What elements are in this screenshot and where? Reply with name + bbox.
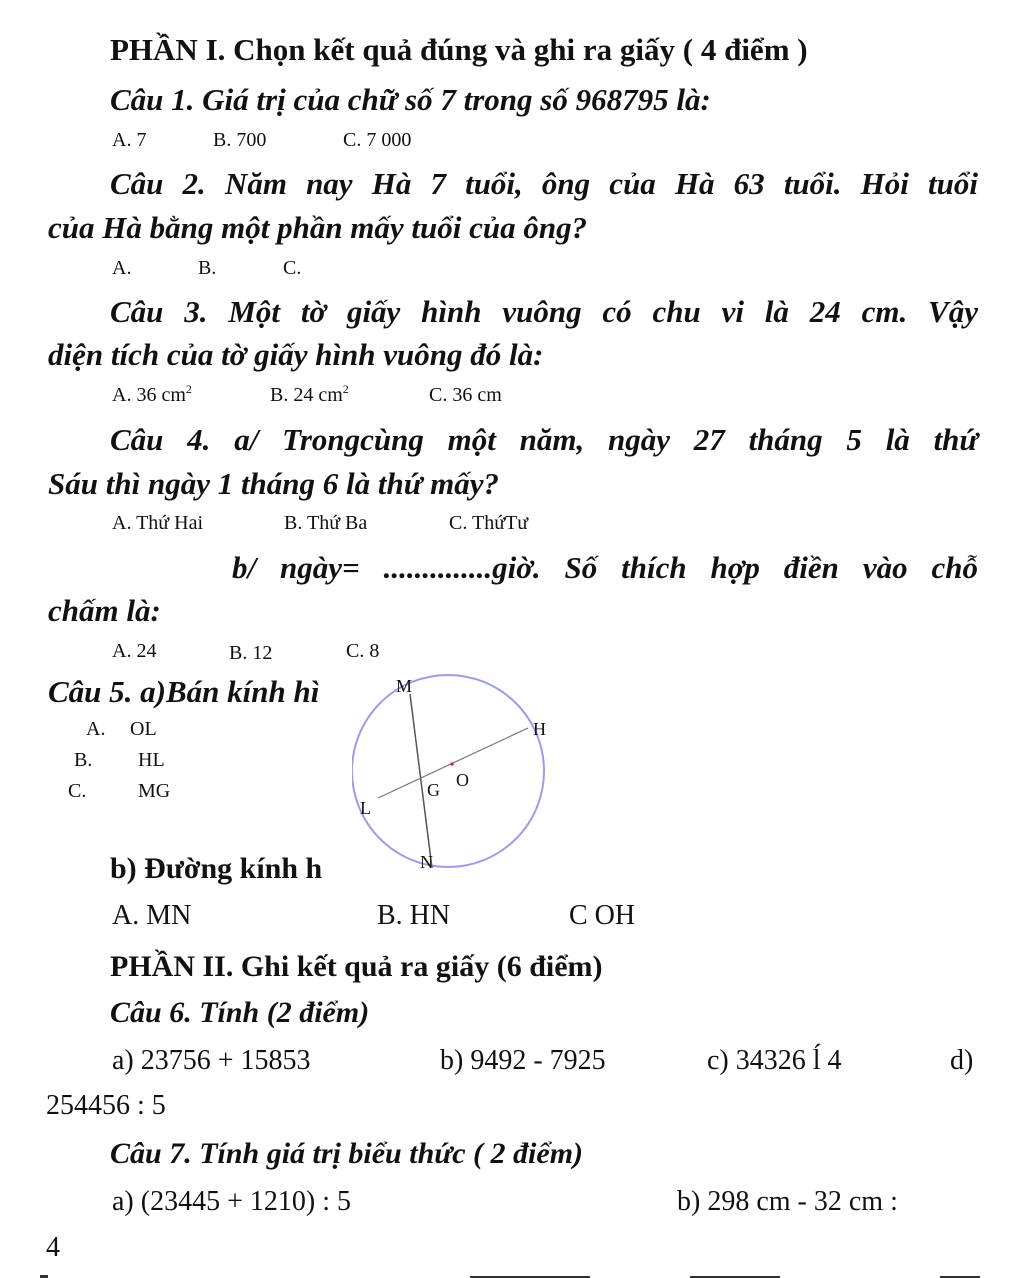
q5a-option-a-letter: A. [86, 718, 106, 740]
q4b-option-b: B. 12 [229, 642, 273, 664]
cut-off-text-line [0, 1268, 1024, 1278]
q5b-option-b: B. HN [377, 900, 451, 931]
q6-d-cont: 254456 : 5 [46, 1090, 166, 1121]
center-dot [450, 762, 454, 766]
q3-option-c: C. 36 cm [429, 384, 502, 406]
label-n: N [420, 852, 433, 872]
q3-line1: Câu 3. Một tờ giấy hình vuông có chu vi là 24 cm. Vậy [110, 294, 978, 329]
q1-option-c: C. 7 000 [343, 129, 412, 151]
q5b-option-c: C OH [569, 900, 636, 931]
q6-a: a) 23756 + 15853 [112, 1045, 311, 1076]
label-l: L [360, 798, 371, 818]
q3-line2: diện tích của tờ giấy hình vuông đó là: [48, 337, 544, 372]
q2-option-c: C. [283, 257, 302, 279]
q6-d: d) [950, 1045, 974, 1076]
q4a-option-c: C. ThứTư [449, 512, 529, 534]
q6-title: Câu 6. Tính (2 điểm) [110, 996, 370, 1029]
q3-option-b: B. 24 $cm^2$ [270, 382, 349, 406]
q5a-option-b-letter: B. [74, 749, 93, 771]
q6-c: c) 34326 ĺ 4 [707, 1045, 842, 1076]
q1-text: Câu 1. Giá trị của chữ số 7 trong số 968795 là: [110, 82, 711, 117]
q5b-option-a: A. MN [112, 900, 192, 931]
q7-a: a) (23445 + 1210) : 5 [112, 1186, 351, 1217]
q4a-option-a: A. Thứ Hai [112, 512, 204, 534]
q2-option-a: A. [112, 257, 132, 279]
circle-shape [352, 675, 544, 867]
q5a-option-a-value: OL [130, 718, 157, 740]
label-o: O [456, 770, 469, 790]
q2-line1: Câu 2. Năm nay Hà 7 tuổi, ông của Hà 63 tuổi. Hỏi tuổi [110, 166, 978, 201]
q7-b-cont: 4 [46, 1232, 60, 1263]
q3-option-a: A. 36 $cm^2$ [112, 382, 192, 406]
q4b-option-a: A. 24 [112, 640, 157, 662]
q1-option-b: B. 700 [213, 129, 267, 151]
q5a-option-c-value: MG [138, 780, 171, 802]
q5a-option-b-value: HL [138, 749, 165, 771]
q4-line2: Sáu thì ngày 1 tháng 6 là thứ mấy? [48, 466, 499, 501]
q2-line2: của Hà bằng một phần mấy tuổi của ông? [48, 210, 588, 245]
label-g: G [427, 780, 440, 800]
q4b-line1: b/ ngày= ..............giờ. Số thích hợp điền vào chỗ [232, 550, 978, 585]
q5a-text: Câu 5. a)Bán kính hì [48, 674, 320, 709]
label-h: H [533, 719, 546, 739]
label-m: M [396, 676, 413, 696]
q4-line1: Câu 4. a/ Trongcùng một năm, ngày 27 tháng 5 là thứ [110, 422, 978, 457]
part1-title: PHẦN I. Chọn kết quả đúng và ghi ra giấy ( 4 điểm ) [110, 32, 808, 67]
q4b-line2: chấm là: [48, 593, 161, 628]
q1-option-a: A. 7 [112, 129, 147, 151]
q4a-option-b: B. Thứ Ba [284, 512, 368, 534]
q2-option-b: B. [198, 257, 217, 279]
q4b-option-c: C. 8 [346, 640, 380, 662]
q6-b: b) 9492 - 7925 [440, 1045, 606, 1076]
part2-title: PHẦN II. Ghi kết quả ra giấy (6 điểm) [110, 950, 603, 983]
q7-title: Câu 7. Tính giá trị biểu thức ( 2 điểm) [110, 1137, 584, 1170]
q5b-text: b) Đường kính h [110, 852, 323, 885]
circle-diagram [352, 672, 552, 884]
q5a-option-c-letter: C. [68, 780, 87, 802]
q7-b: b) 298 cm - 32 cm : [677, 1186, 898, 1217]
